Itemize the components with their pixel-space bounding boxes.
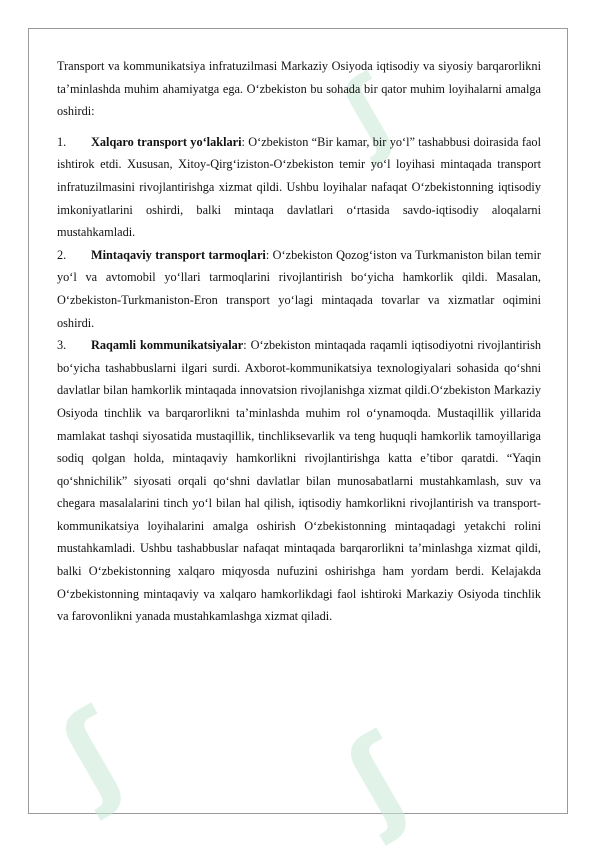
item-text: : O‘zbekiston “Bir kamar, bir yo‘l” tashabbusi doirasida faol ishtirok etdi. Xususan, Xitoy-Qirg‘iziston-O‘zbekiston temir yo‘l loyihasi mintaqada transport infratuzilmasini rivojlantirishga xizmat qildi. Ushbu loyihalar nafaqat O‘zbekistonning iqtisodiy imkoniyatlarini oshirdi, balki mintaqa davlatlari o‘rtasida savdo-iqtisodiy aloqalarni mustahkamladi.: [57, 134, 541, 240]
item-number: 1.: [57, 134, 67, 149]
list-item: [57, 334, 541, 628]
watermark-logo-icon: ʃ: [326, 57, 412, 168]
item-number: 2.: [57, 247, 67, 262]
item-text: : O‘zbekiston Qozog‘iston va Turkmaniston bilan temir yo‘l va avtomobil yo‘llari tarmoqlarini rivojlantirish bo‘yicha hamkorlik qildi. Masalan, O‘zbekiston-Turkmaniston-Eron transport yo‘lagi mintaqada tovarlar va xizmatlar oqimini oshirdi.: [57, 247, 541, 330]
intro-paragraph: Transport va kommunikatsiya infratuzilmasi Markaziy Osiyoda iqtisodiy va siyosiy barqarorlikni ta’minlashda muhim ahamiyatga ega. O‘zbekiston bu sohada bir qator muhim loyihalarni amalga oshirdi:: [57, 59, 541, 119]
item-title: Mintaqaviy transport tarmoqlari: [91, 247, 266, 262]
watermark-logo-icon: ʃ: [326, 712, 430, 846]
list-item: [57, 131, 541, 244]
list-item: [57, 244, 541, 334]
item-title: Xalqaro transport yo‘laklari: [91, 134, 242, 149]
item-number: 3.: [57, 338, 67, 353]
document-body: [57, 55, 541, 628]
item-text: : O‘zbekiston mintaqada raqamli iqtisodiyotni rivojlantirish bo‘yicha tashabbuslarni ilgari surdi. Axborot-kommunikatsiya texnologiyalari sohasida qo‘shni davlatlar bilan hamkorlik mintaqada innovatsion rivojlanishga xizmat qildi.O‘zbekiston Markaziy Osiyoda tinchlik va barqarorlikni ta’minlashda muhim rol o‘ynamoqda. Mustaqillik yillarida mamlakat tashqi siyosatida mustaqillik, tinchliksevarlik va teng huquqli hamkorlik tamoyillariga sodiq qolgan holda, mintaqaviy hamkorlikni rivojlantirishga katta e’tibor qaratdi. “Yaqin qo‘shnichilik” siyosati orqali qo‘shni davlatlar bilan munosabatlarni mustahkamlash, suv va chegara masalalarini tinch yo‘l bilan hal qilish, iqtisodiy hamkorlikni rivojlantirish va transport-kommunikatsiya loyihalarini amalga oshirish O‘zbekistonning mintaqadagi yetakchi rolini mustahkamladi. Ushbu tashabbuslar nafaqat mintaqada barqarorlikni ta’minlashga xizmat qildi, balki O‘zbekistonning xalqaro miqyosda nufuzini oshirishga ham yordam berdi. Kelajakda O‘zbekistonning mintaqaviy va xalqaro hamkorlikdagi faol ishtiroki Markaziy Osiyoda tinchlik va farovonlikni yanada mustahkamlashga xizmat qiladi.: [57, 338, 542, 624]
watermark-logo-icon: ʃ: [41, 687, 145, 821]
item-title: Raqamli kommunikatsiyalar: [91, 338, 244, 353]
